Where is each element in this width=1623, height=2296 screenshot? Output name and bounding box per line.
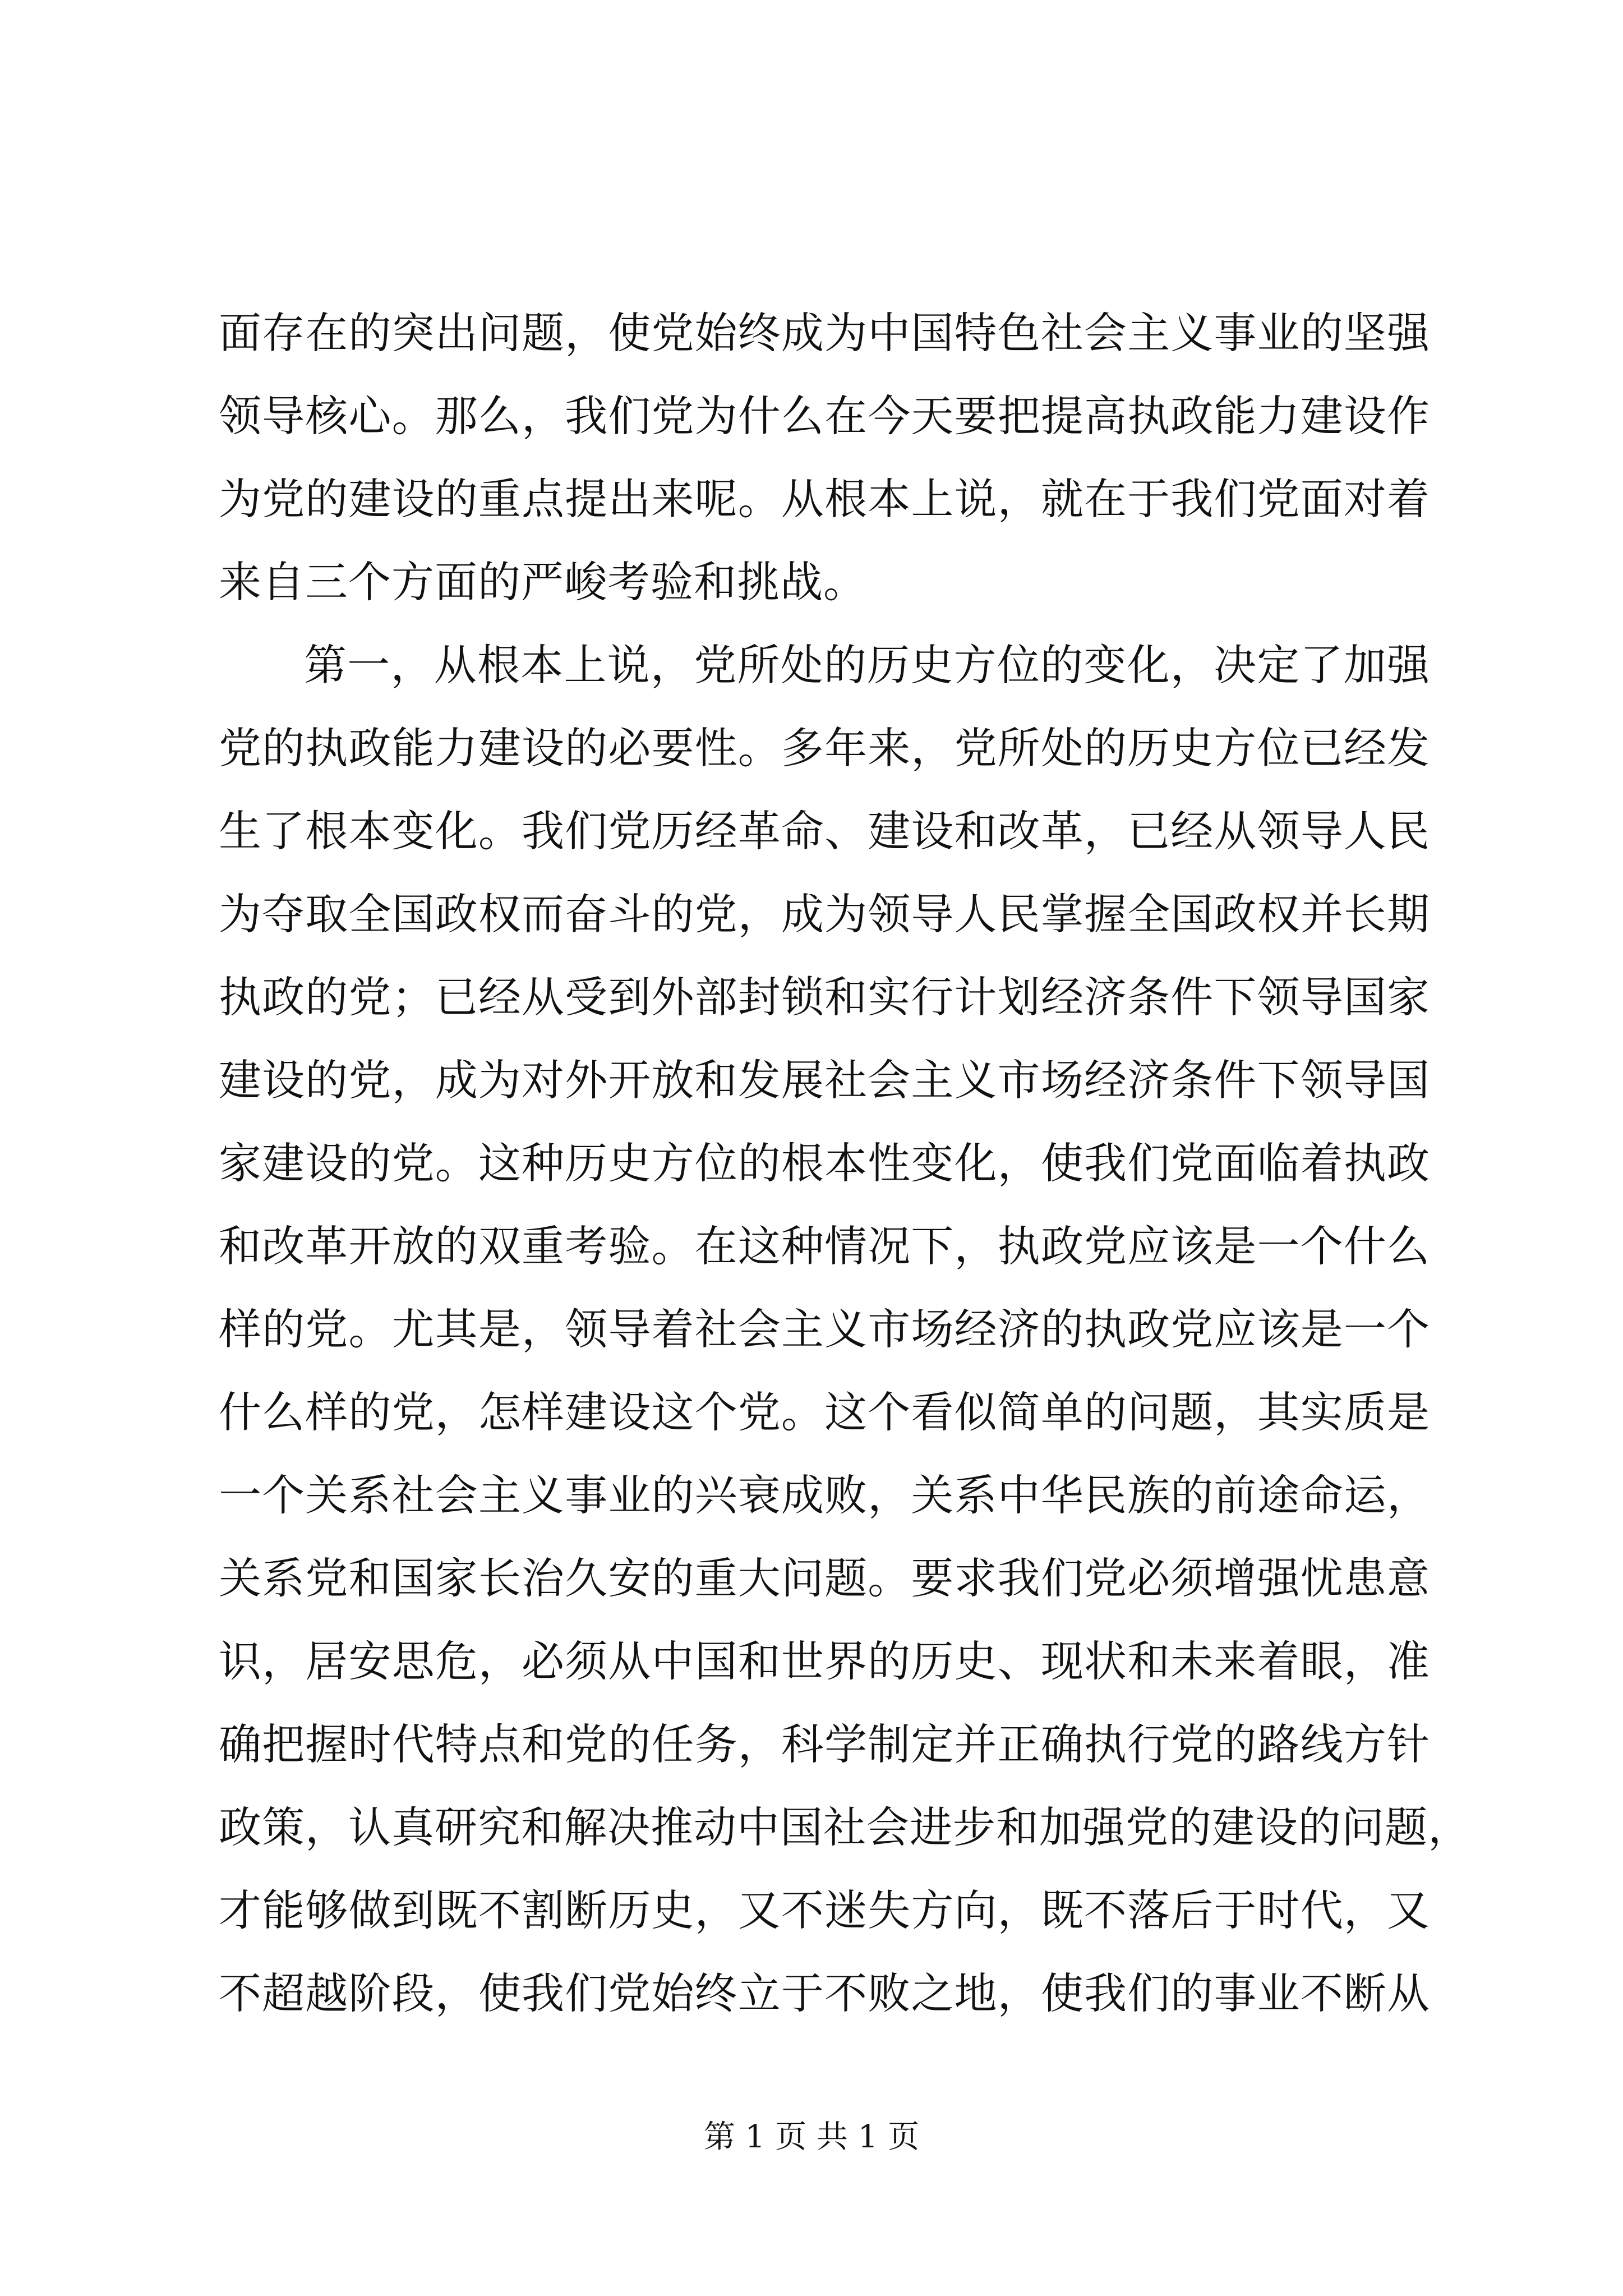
text-line-8: 为夺取全国政权而奋斗的党，成为领导人民掌握全国政权并长期: [219, 889, 1430, 939]
text-line-6: 党的执政能力建设的必要性。多年来，党所处的历史方位已经发: [219, 723, 1430, 773]
text-line-9: 执政的党；已经从受到外部封锁和实行计划经济条件下领导国家: [219, 972, 1430, 1022]
text-line-3: 为党的建设的重点提出来呢。从根本上说，就在于我们党面对着: [219, 474, 1430, 524]
text-line-10: 建设的党，成为对外开放和发展社会主义市场经济条件下领导国: [219, 1055, 1430, 1105]
text-line-16: 关系党和国家长治久安的重大问题。要求我们党必须增强忧患意: [219, 1553, 1430, 1603]
text-line-13: 样的党。尤其是，领导着社会主义市场经济的执政党应该是一个: [219, 1304, 1430, 1354]
text-line-21: 不超越阶段，使我们党始终立于不败之地，使我们的事业不断从: [219, 1968, 1430, 2018]
text-line-20: 才能够做到既不割断历史，又不迷失方向，既不落后于时代，又: [219, 1885, 1430, 1935]
text-line-1: 面存在的突出问题，使党始终成为中国特色社会主义事业的坚强: [219, 308, 1430, 358]
text-line-4: 来自三个方面的严峻考验和挑战。: [219, 557, 866, 607]
text-line-2: 领导核心。那么，我们党为什么在今天要把提高执政能力建设作: [219, 391, 1430, 441]
body-text: [219, 292, 1471, 2035]
text-line-12: 和改革开放的双重考验。在这种情况下，执政党应该是一个什么: [219, 1221, 1430, 1271]
page-footer: [0, 2115, 1623, 2160]
text-line-17: 识，居安思危，必须从中国和世界的历史、现状和未来着眼，准: [219, 1636, 1430, 1686]
text-line-7: 生了根本变化。我们党历经革命、建设和改革，已经从领导人民: [219, 806, 1430, 856]
text-line-14: 什么样的党，怎样建设这个党。这个看似简单的问题，其实质是: [219, 1387, 1430, 1437]
text-line-18: 确把握时代特点和党的任务，科学制定并正确执行党的路线方针: [219, 1719, 1430, 1769]
text-line-15: 一个关系社会主义事业的兴衰成败，关系中华民族的前途命运，: [219, 1470, 1430, 1520]
text-line-5: 第一，从根本上说，党所处的历史方位的变化，决定了加强: [304, 640, 1430, 690]
page-number: 第 1 页 共 1 页: [703, 2119, 920, 2155]
text-line-19: 政策，认真研究和解决推动中国社会进步和加强党的建设的问题，: [219, 1802, 1471, 1852]
text-line-11: 家建设的党。这种历史方位的根本性变化，使我们党面临着执政: [219, 1138, 1430, 1188]
